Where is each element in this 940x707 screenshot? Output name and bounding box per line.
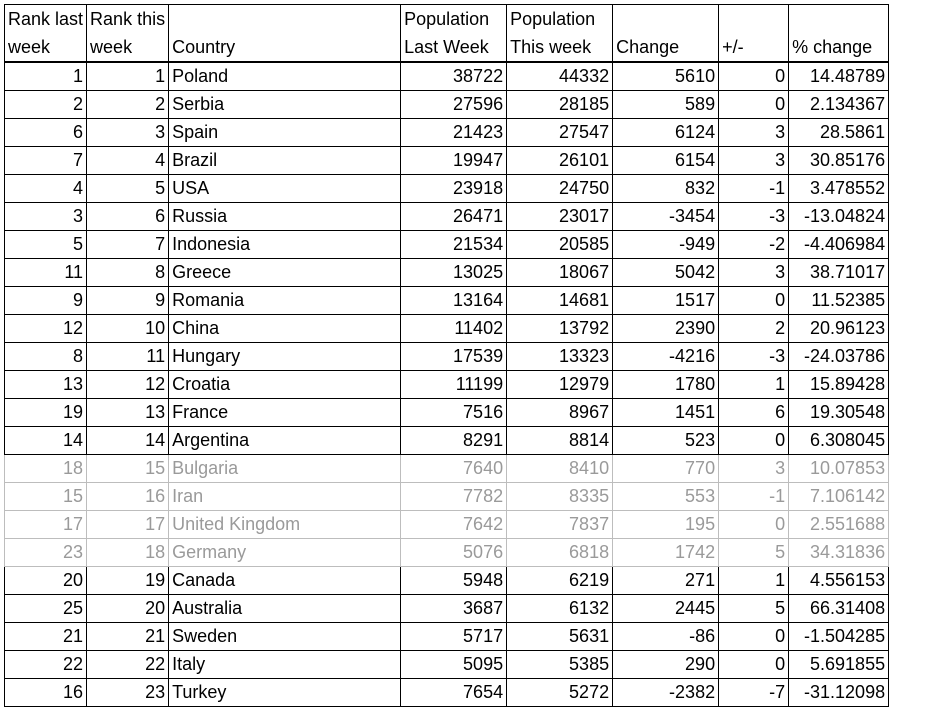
- cell-pct-change: 2.551688: [789, 511, 889, 539]
- cell-change: 2445: [613, 595, 719, 623]
- table-row: [5, 231, 889, 259]
- cell-country: Sweden: [169, 623, 401, 651]
- cell-pct-change: 15.89428: [789, 371, 889, 399]
- cell-change: -4216: [613, 343, 719, 371]
- cell-country: Russia: [169, 203, 401, 231]
- cell-rank-last-week: 11: [5, 259, 87, 287]
- cell-population-last-week: 5948: [401, 567, 507, 595]
- cell-rank-last-week: 5: [5, 231, 87, 259]
- cell-plus-minus: -3: [719, 343, 789, 371]
- cell-rank-this-week: 8: [87, 259, 169, 287]
- cell-population-last-week: 27596: [401, 91, 507, 119]
- cell-country: Iran: [169, 483, 401, 511]
- table-row: [5, 539, 889, 567]
- cell-pct-change: -13.04824: [789, 203, 889, 231]
- cell-population-last-week: 5095: [401, 651, 507, 679]
- cell-country: Turkey: [169, 679, 401, 707]
- cell-rank-this-week: 10: [87, 315, 169, 343]
- cell-rank-last-week: 16: [5, 679, 87, 707]
- cell-country: United Kingdom: [169, 511, 401, 539]
- cell-population-this-week: 27547: [507, 119, 613, 147]
- cell-rank-last-week: 19: [5, 399, 87, 427]
- cell-country: Indonesia: [169, 231, 401, 259]
- cell-rank-last-week: 14: [5, 427, 87, 455]
- cell-population-this-week: 44332: [507, 62, 613, 91]
- cell-rank-this-week: 3: [87, 119, 169, 147]
- cell-country: Romania: [169, 287, 401, 315]
- cell-population-this-week: 13323: [507, 343, 613, 371]
- population-ranking-table: [4, 4, 889, 707]
- cell-pct-change: -4.406984: [789, 231, 889, 259]
- cell-rank-last-week: 23: [5, 539, 87, 567]
- cell-rank-this-week: 20: [87, 595, 169, 623]
- cell-population-this-week: 18067: [507, 259, 613, 287]
- cell-population-last-week: 7654: [401, 679, 507, 707]
- cell-rank-last-week: 9: [5, 287, 87, 315]
- header-row: [5, 5, 889, 63]
- cell-population-this-week: 8335: [507, 483, 613, 511]
- cell-plus-minus: -3: [719, 203, 789, 231]
- cell-population-last-week: 19947: [401, 147, 507, 175]
- table-row: [5, 62, 889, 91]
- cell-rank-this-week: 5: [87, 175, 169, 203]
- cell-rank-last-week: 4: [5, 175, 87, 203]
- cell-plus-minus: 0: [719, 427, 789, 455]
- cell-plus-minus: -2: [719, 231, 789, 259]
- header-country: Country: [169, 5, 401, 63]
- cell-population-last-week: 11402: [401, 315, 507, 343]
- cell-population-this-week: 14681: [507, 287, 613, 315]
- table-row: [5, 259, 889, 287]
- table-row: [5, 91, 889, 119]
- table-row: [5, 147, 889, 175]
- cell-country: Spain: [169, 119, 401, 147]
- cell-rank-last-week: 2: [5, 91, 87, 119]
- cell-rank-this-week: 18: [87, 539, 169, 567]
- cell-country: France: [169, 399, 401, 427]
- cell-change: 2390: [613, 315, 719, 343]
- cell-change: 6154: [613, 147, 719, 175]
- table-row: [5, 371, 889, 399]
- cell-country: Brazil: [169, 147, 401, 175]
- cell-country: Serbia: [169, 91, 401, 119]
- cell-country: USA: [169, 175, 401, 203]
- header-rank-this-week: Rank this week: [87, 5, 169, 63]
- cell-population-last-week: 17539: [401, 343, 507, 371]
- cell-pct-change: 30.85176: [789, 147, 889, 175]
- cell-rank-this-week: 14: [87, 427, 169, 455]
- table-row: [5, 427, 889, 455]
- header-rank-last-week: Rank last week: [5, 5, 87, 63]
- cell-population-this-week: 6818: [507, 539, 613, 567]
- header-population-this-week: Population This week: [507, 5, 613, 63]
- cell-population-this-week: 5631: [507, 623, 613, 651]
- cell-plus-minus: -7: [719, 679, 789, 707]
- cell-plus-minus: 0: [719, 287, 789, 315]
- cell-country: Croatia: [169, 371, 401, 399]
- header-population-last-week: Population Last Week: [401, 5, 507, 63]
- cell-country: Canada: [169, 567, 401, 595]
- cell-change: 1780: [613, 371, 719, 399]
- table-row: [5, 567, 889, 595]
- cell-rank-last-week: 1: [5, 62, 87, 91]
- cell-population-this-week: 5385: [507, 651, 613, 679]
- cell-plus-minus: 6: [719, 399, 789, 427]
- cell-country: Australia: [169, 595, 401, 623]
- cell-plus-minus: 0: [719, 91, 789, 119]
- table-row: [5, 679, 889, 707]
- cell-rank-this-week: 2: [87, 91, 169, 119]
- cell-rank-this-week: 13: [87, 399, 169, 427]
- cell-pct-change: 20.96123: [789, 315, 889, 343]
- cell-population-this-week: 13792: [507, 315, 613, 343]
- cell-change: 1742: [613, 539, 719, 567]
- cell-change: 553: [613, 483, 719, 511]
- cell-rank-this-week: 23: [87, 679, 169, 707]
- cell-rank-last-week: 17: [5, 511, 87, 539]
- table-row: [5, 315, 889, 343]
- cell-rank-last-week: 8: [5, 343, 87, 371]
- cell-change: 271: [613, 567, 719, 595]
- header-change: Change: [613, 5, 719, 63]
- table-body: [5, 62, 889, 707]
- cell-pct-change: -31.12098: [789, 679, 889, 707]
- cell-rank-last-week: 20: [5, 567, 87, 595]
- table-row: [5, 651, 889, 679]
- cell-rank-last-week: 12: [5, 315, 87, 343]
- cell-plus-minus: 3: [719, 455, 789, 483]
- cell-pct-change: 6.308045: [789, 427, 889, 455]
- cell-rank-last-week: 3: [5, 203, 87, 231]
- cell-population-last-week: 38722: [401, 62, 507, 91]
- cell-population-last-week: 21534: [401, 231, 507, 259]
- cell-rank-last-week: 7: [5, 147, 87, 175]
- cell-country: China: [169, 315, 401, 343]
- cell-population-last-week: 7642: [401, 511, 507, 539]
- cell-pct-change: 28.5861: [789, 119, 889, 147]
- cell-country: Bulgaria: [169, 455, 401, 483]
- cell-change: -2382: [613, 679, 719, 707]
- cell-pct-change: 38.71017: [789, 259, 889, 287]
- cell-population-last-week: 26471: [401, 203, 507, 231]
- table-row: [5, 399, 889, 427]
- cell-population-this-week: 8814: [507, 427, 613, 455]
- cell-population-last-week: 7640: [401, 455, 507, 483]
- cell-rank-last-week: 18: [5, 455, 87, 483]
- cell-plus-minus: 0: [719, 623, 789, 651]
- cell-rank-this-week: 16: [87, 483, 169, 511]
- cell-pct-change: 11.52385: [789, 287, 889, 315]
- cell-change: -3454: [613, 203, 719, 231]
- cell-population-last-week: 5717: [401, 623, 507, 651]
- cell-rank-this-week: 1: [87, 62, 169, 91]
- cell-population-last-week: 7782: [401, 483, 507, 511]
- cell-plus-minus: 0: [719, 62, 789, 91]
- cell-plus-minus: -1: [719, 483, 789, 511]
- cell-pct-change: 19.30548: [789, 399, 889, 427]
- cell-rank-last-week: 22: [5, 651, 87, 679]
- cell-plus-minus: 2: [719, 315, 789, 343]
- cell-population-last-week: 13164: [401, 287, 507, 315]
- cell-rank-last-week: 21: [5, 623, 87, 651]
- table-row: [5, 595, 889, 623]
- cell-change: 589: [613, 91, 719, 119]
- table-header: [5, 5, 889, 63]
- cell-population-last-week: 23918: [401, 175, 507, 203]
- cell-population-this-week: 20585: [507, 231, 613, 259]
- cell-plus-minus: 5: [719, 539, 789, 567]
- table-row: [5, 343, 889, 371]
- cell-rank-this-week: 19: [87, 567, 169, 595]
- cell-pct-change: -1.504285: [789, 623, 889, 651]
- cell-country: Hungary: [169, 343, 401, 371]
- table-row: [5, 287, 889, 315]
- cell-population-this-week: 28185: [507, 91, 613, 119]
- cell-rank-this-week: 4: [87, 147, 169, 175]
- cell-plus-minus: 3: [719, 119, 789, 147]
- cell-population-this-week: 6132: [507, 595, 613, 623]
- cell-population-last-week: 13025: [401, 259, 507, 287]
- cell-rank-last-week: 25: [5, 595, 87, 623]
- cell-country: Poland: [169, 62, 401, 91]
- cell-population-this-week: 12979: [507, 371, 613, 399]
- cell-population-this-week: 7837: [507, 511, 613, 539]
- cell-plus-minus: 5: [719, 595, 789, 623]
- cell-pct-change: 7.106142: [789, 483, 889, 511]
- cell-change: 523: [613, 427, 719, 455]
- cell-plus-minus: 0: [719, 511, 789, 539]
- table-row: [5, 483, 889, 511]
- table-row: [5, 119, 889, 147]
- cell-pct-change: 5.691855: [789, 651, 889, 679]
- cell-rank-this-week: 15: [87, 455, 169, 483]
- cell-country: Argentina: [169, 427, 401, 455]
- cell-population-this-week: 26101: [507, 147, 613, 175]
- cell-pct-change: 2.134367: [789, 91, 889, 119]
- table-row: [5, 455, 889, 483]
- cell-population-this-week: 6219: [507, 567, 613, 595]
- cell-change: 770: [613, 455, 719, 483]
- cell-population-last-week: 7516: [401, 399, 507, 427]
- cell-rank-last-week: 13: [5, 371, 87, 399]
- cell-pct-change: -24.03786: [789, 343, 889, 371]
- cell-rank-this-week: 6: [87, 203, 169, 231]
- table-row: [5, 623, 889, 651]
- cell-rank-this-week: 9: [87, 287, 169, 315]
- cell-plus-minus: -1: [719, 175, 789, 203]
- cell-population-this-week: 8967: [507, 399, 613, 427]
- header-pct-change: % change: [789, 5, 889, 63]
- table-row: [5, 175, 889, 203]
- cell-change: 832: [613, 175, 719, 203]
- cell-plus-minus: 3: [719, 259, 789, 287]
- cell-pct-change: 34.31836: [789, 539, 889, 567]
- cell-rank-this-week: 12: [87, 371, 169, 399]
- cell-population-this-week: 23017: [507, 203, 613, 231]
- cell-pct-change: 3.478552: [789, 175, 889, 203]
- cell-population-this-week: 24750: [507, 175, 613, 203]
- cell-population-last-week: 5076: [401, 539, 507, 567]
- cell-population-this-week: 5272: [507, 679, 613, 707]
- table-row: [5, 511, 889, 539]
- cell-population-this-week: 8410: [507, 455, 613, 483]
- cell-rank-last-week: 15: [5, 483, 87, 511]
- cell-country: Italy: [169, 651, 401, 679]
- cell-country: Greece: [169, 259, 401, 287]
- cell-change: -86: [613, 623, 719, 651]
- cell-change: 195: [613, 511, 719, 539]
- cell-population-last-week: 3687: [401, 595, 507, 623]
- cell-rank-this-week: 21: [87, 623, 169, 651]
- cell-population-last-week: 11199: [401, 371, 507, 399]
- cell-rank-this-week: 22: [87, 651, 169, 679]
- cell-change: 6124: [613, 119, 719, 147]
- cell-pct-change: 4.556153: [789, 567, 889, 595]
- cell-rank-this-week: 17: [87, 511, 169, 539]
- cell-population-last-week: 8291: [401, 427, 507, 455]
- cell-population-last-week: 21423: [401, 119, 507, 147]
- cell-change: 5042: [613, 259, 719, 287]
- cell-change: -949: [613, 231, 719, 259]
- cell-change: 1451: [613, 399, 719, 427]
- cell-plus-minus: 3: [719, 147, 789, 175]
- header-plus-minus: +/-: [719, 5, 789, 63]
- cell-change: 1517: [613, 287, 719, 315]
- cell-pct-change: 10.07853: [789, 455, 889, 483]
- cell-plus-minus: 0: [719, 651, 789, 679]
- cell-change: 290: [613, 651, 719, 679]
- cell-rank-last-week: 6: [5, 119, 87, 147]
- cell-pct-change: 14.48789: [789, 62, 889, 91]
- table-row: [5, 203, 889, 231]
- cell-rank-this-week: 11: [87, 343, 169, 371]
- cell-pct-change: 66.31408: [789, 595, 889, 623]
- cell-rank-this-week: 7: [87, 231, 169, 259]
- cell-plus-minus: 1: [719, 567, 789, 595]
- cell-country: Germany: [169, 539, 401, 567]
- cell-plus-minus: 1: [719, 371, 789, 399]
- cell-change: 5610: [613, 62, 719, 91]
